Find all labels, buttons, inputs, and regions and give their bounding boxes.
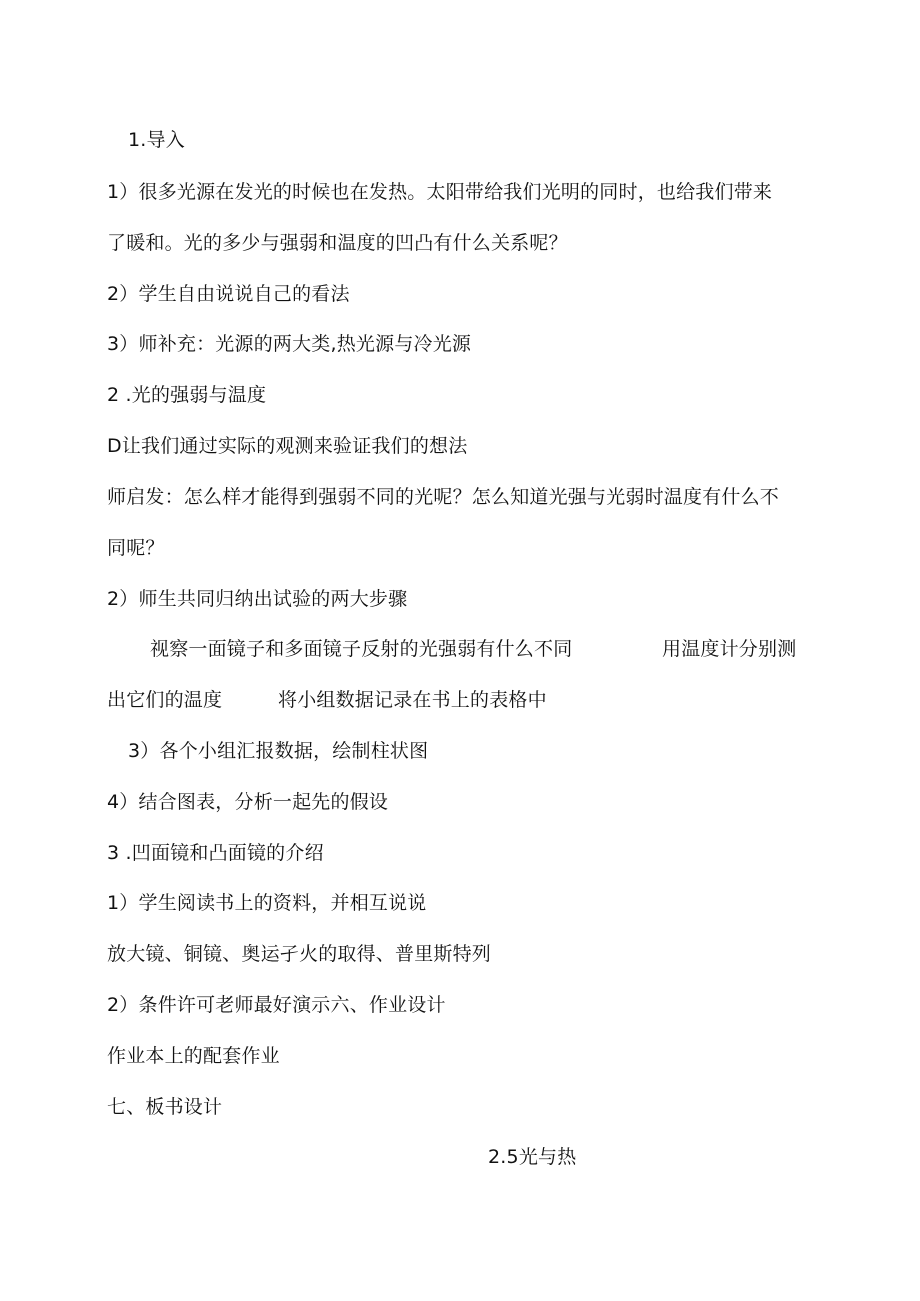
text-line: 3）师补充：光源的两大类,热光源与冷光源 xyxy=(107,333,472,355)
text-line: 2 .光的强弱与温度 xyxy=(107,384,267,406)
text-line: D让我们通过实际的观测来验证我们的想法 xyxy=(107,435,468,457)
text-line: 1）很多光源在发光的时候也在发热。太阳带给我们光明的同时，也给我们带来 xyxy=(107,181,773,203)
paragraph-line xyxy=(107,688,222,712)
text-line: 用温度计分别测 xyxy=(662,638,797,660)
text-line: 了暖和。光的多少与强弱和温度的凹凸有什么关系呢？ xyxy=(107,232,568,254)
paragraph-line xyxy=(107,485,779,509)
text-line: 1）学生阅读书上的资料，并相互说说 xyxy=(107,892,427,914)
paragraph-line xyxy=(107,282,350,306)
paragraph-line xyxy=(107,180,772,204)
section-heading-mirrors xyxy=(107,841,324,865)
text-line: 视察一面镜子和多面镜子反射的光强弱有什么不同 xyxy=(150,638,573,660)
paragraph-line xyxy=(107,1044,280,1068)
text-line: 师启发：怎么样才能得到强弱不同的光呢？怎么知道光强与光弱时温度有什么不 xyxy=(107,486,780,508)
text-line: 2）条件许可老师最好演示六、作业设计 xyxy=(107,994,446,1016)
text-line: 同呢？ xyxy=(107,537,165,559)
text-line: 七、板书设计 xyxy=(107,1096,223,1118)
text-line: 2.5光与热 xyxy=(488,1146,577,1168)
text-line: 2）师生共同归纳出试验的两大步骤 xyxy=(107,588,408,610)
paragraph-line xyxy=(107,332,471,356)
paragraph-line xyxy=(107,790,388,814)
text-line: 4）结合图表，分析一起先的假设 xyxy=(107,791,389,813)
text-line: 3 .凹面镜和凸面镜的介绍 xyxy=(107,842,324,864)
section-heading-light-temperature xyxy=(107,383,266,407)
text-line: 3）各个小组汇报数据，绘制柱状图 xyxy=(128,740,429,762)
paragraph-line xyxy=(107,587,407,611)
paragraph-line xyxy=(128,739,428,763)
paragraph-line xyxy=(107,942,491,966)
paragraph-line xyxy=(107,231,568,255)
text-line: 1.导入 xyxy=(128,129,185,151)
paragraph-line xyxy=(278,688,547,712)
text-line: 出它们的温度 xyxy=(107,689,223,711)
paragraph-line xyxy=(150,637,572,661)
paragraph-line xyxy=(662,637,796,661)
paragraph-line xyxy=(107,891,427,915)
section-heading-intro xyxy=(128,128,185,152)
text-line: 作业本上的配套作业 xyxy=(107,1045,280,1067)
board-title xyxy=(488,1145,576,1169)
section-heading-board-design xyxy=(107,1095,222,1119)
paragraph-line xyxy=(107,993,446,1017)
text-line: 2）学生自由说说自己的看法 xyxy=(107,283,350,305)
paragraph-line xyxy=(107,536,165,560)
text-line: 放大镜、铜镜、奥运孑火的取得、普里斯特列 xyxy=(107,943,492,965)
text-line: 将小组数据记录在书上的表格中 xyxy=(278,689,547,711)
paragraph-line xyxy=(107,434,467,458)
